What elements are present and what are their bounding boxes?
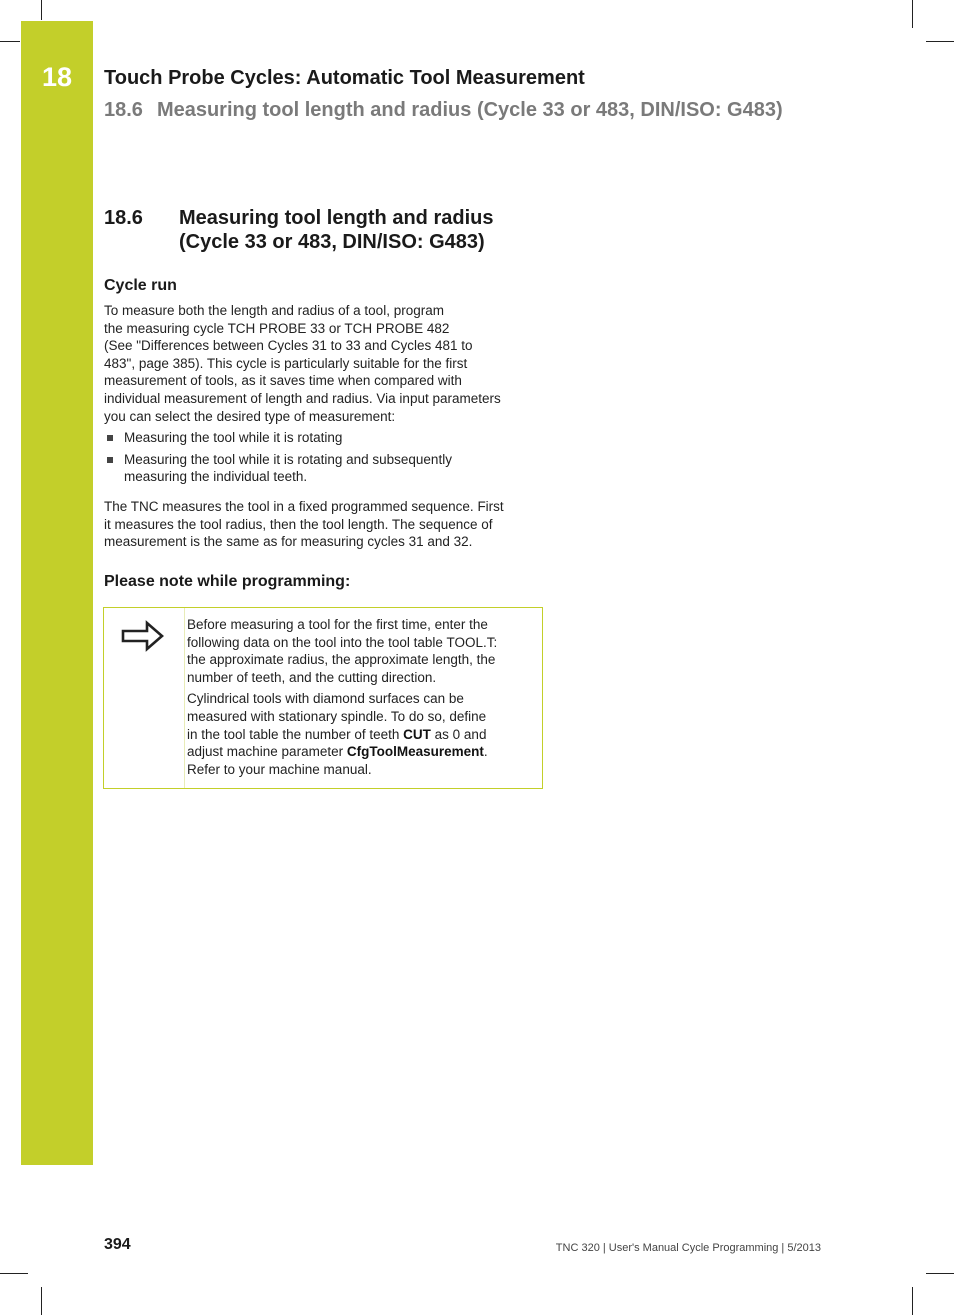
text-line: individual measurement of length and radius. Via input parameters [104, 390, 501, 406]
text-line: number of teeth, and the cutting direction. [187, 669, 437, 685]
crop-mark [912, 0, 913, 28]
cycle-run-intro [104, 302, 540, 425]
text-line: Refer to your machine manual. [187, 761, 372, 777]
right-arrow-icon [121, 620, 165, 652]
running-section-text: Measuring tool length and radius (Cycle 33 or 483, DIN/ISO: G483) [156, 99, 783, 121]
text-line: measurement of tools, as it saves time when compared with [104, 373, 462, 389]
footer-text: TNC 320 | User's Manual Cycle Programming | 5/2013 [555, 1242, 821, 1254]
text-line: following data on the tool into the tool table TOOL.T: [187, 634, 498, 650]
section-title-line: (Cycle 33 or 483, DIN/ISO: G483) [179, 231, 485, 253]
measurement-type-list [104, 429, 540, 490]
list-item [104, 451, 540, 486]
crop-mark [0, 41, 20, 42]
text-run: as 0 and [430, 726, 487, 742]
list-item [104, 429, 540, 447]
text-line: measuring the individual teeth. [124, 469, 308, 485]
crop-mark [0, 1273, 28, 1274]
chapter-sidebar [21, 21, 93, 1165]
section-title-line: Measuring tool length and radius [179, 207, 494, 229]
text-line: Before measuring a tool for the first time, enter the [187, 617, 488, 632]
sequence-paragraph [104, 498, 540, 551]
text-line: 483", page 385). This cycle is particularly suitable for the first [104, 355, 468, 371]
text-line: To measure both the length and radius of a tool, program [104, 303, 444, 318]
crop-mark [926, 41, 954, 42]
text-line: measured with stationary spindle. To do so, define [187, 708, 487, 724]
bullet-square-icon [107, 457, 113, 463]
text-line: you can select the desired type of measurement: [104, 408, 396, 424]
cut-parameter: CUT [403, 726, 431, 742]
text-line [187, 743, 532, 761]
text-run: . [483, 744, 488, 760]
running-section-number: 18.6 [104, 99, 143, 121]
section-title [179, 206, 559, 254]
text-run: in the tool table the number of teeth [187, 726, 404, 742]
text-line: The TNC measures the tool in a fixed programmed sequence. First [104, 499, 504, 514]
crop-mark [41, 1287, 42, 1315]
machine-parameter: CfgToolMeasurement [346, 744, 484, 760]
text-line: (See "Differences between Cycles 31 to 33 and Cycles 481 to [104, 338, 473, 354]
note-box [103, 607, 543, 789]
crop-mark [926, 1273, 954, 1274]
note-paragraph [187, 690, 532, 778]
text-run: adjust machine parameter [187, 744, 347, 760]
section-number: 18.6 [104, 207, 143, 229]
crop-mark [41, 0, 42, 20]
text-line [187, 726, 532, 744]
text-line: Measuring the tool while it is rotating and subsequently [124, 451, 452, 467]
bullet-square-icon [107, 435, 113, 441]
text-line: the approximate radius, the approximate length, the [187, 652, 496, 668]
programming-note-heading: Please note while programming: [104, 573, 351, 590]
note-paragraph [187, 616, 532, 686]
crop-mark [912, 1287, 913, 1315]
note-divider [184, 608, 185, 788]
running-section-title [104, 99, 783, 122]
page-number: 394 [104, 1236, 131, 1253]
cycle-run-heading: Cycle run [104, 277, 177, 294]
text-line: Measuring the tool while it is rotating [124, 430, 343, 445]
text-line: Cylindrical tools with diamond surfaces can be [187, 691, 464, 707]
text-line: the measuring cycle TCH PROBE 33 or TCH PROBE 482 [104, 320, 450, 336]
chapter-title: Touch Probe Cycles: Automatic Tool Measurement [104, 67, 585, 89]
text-line: measurement is the same as for measuring cycles 31 and 32. [104, 534, 473, 550]
chapter-number: 18 [41, 62, 73, 92]
note-text [187, 616, 532, 782]
text-line: it measures the tool radius, then the tool length. The sequence of [104, 516, 493, 532]
